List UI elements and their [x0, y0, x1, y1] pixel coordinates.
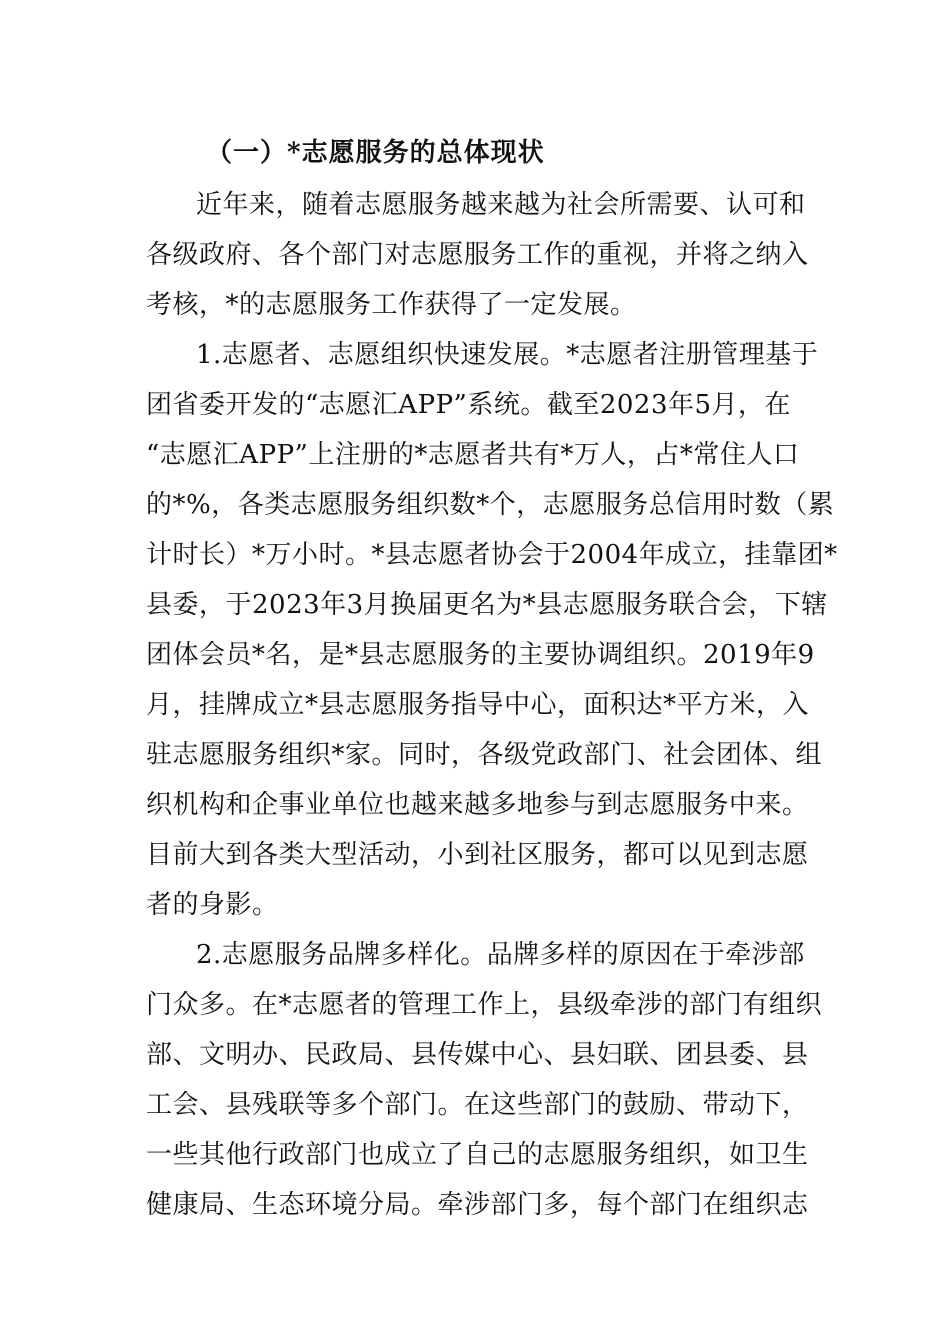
paragraph-1-line-1: 近年来，随着志愿服务越来越为社会所需要、认可和: [196, 190, 806, 220]
paragraph-3-line-4: 工会、县残联等多个部门。在这些部门的鼓励、带动下，: [146, 1090, 809, 1120]
paragraph-2-line-5: 计时长）*万小时。*县志愿者协会于2004年成立，挂靠团*: [146, 540, 838, 570]
paragraph-3-line-2: 门众多。在*志愿者的管理工作上，县级牵涉的部门有组织: [146, 990, 823, 1020]
paragraph-2-line-4: 的*%，各类志愿服务组织数*个，志愿服务总信用时数（累: [146, 490, 835, 520]
paragraph-2-line-10: 织机构和企事业单位也越来越多地参与到志愿服务中来。: [146, 790, 809, 820]
section-heading: （一）*志愿服务的总体现状: [206, 138, 545, 168]
paragraph-3-line-3: 部、文明办、民政局、县传媒中心、县妇联、团县委、县: [146, 1040, 809, 1070]
paragraph-2-line-8: 月，挂牌成立*县志愿服务指导中心，面积达*平方米，入: [146, 690, 810, 720]
paragraph-2-line-9: 驻志愿服务组织*家。同时，各级党政部门、社会团体、组: [146, 740, 823, 770]
paragraph-2-line-11: 目前大到各类大型活动，小到社区服务，都可以见到志愿: [146, 840, 809, 870]
paragraph-2-line-6: 县委，于2023年3月换届更名为*县志愿服务联合会，下辖: [146, 590, 828, 620]
paragraph-1-line-3: 考核，*的志愿服务工作获得了一定发展。: [146, 290, 637, 320]
paragraph-1-line-2: 各级政府、各个部门对志愿服务工作的重视，并将之纳入: [146, 240, 809, 270]
paragraph-2-line-7: 团体会员*名，是*县志愿服务的主要协调组织。2019年9: [146, 640, 815, 670]
paragraph-2-line-2: 团省委开发的“志愿汇APP”系统。截至2023年5月，在: [146, 390, 792, 420]
paragraph-3-line-1: 2.志愿服务品牌多样化。品牌多样的原因在于牵涉部: [196, 940, 805, 970]
paragraph-3-line-6: 健康局、生态环境分局。牵涉部门多，每个部门在组织志: [146, 1190, 809, 1220]
paragraph-2-line-12: 者的身影。: [146, 890, 279, 920]
paragraph-2-line-3: “志愿汇APP”上注册的*志愿者共有*万人，占*常住人口: [146, 440, 800, 470]
paragraph-2-line-1: 1.志愿者、志愿组织快速发展。*志愿者注册管理基于: [196, 340, 819, 370]
paragraph-3-line-5: 一些其他行政部门也成立了自己的志愿服务组织，如卫生: [146, 1140, 809, 1170]
